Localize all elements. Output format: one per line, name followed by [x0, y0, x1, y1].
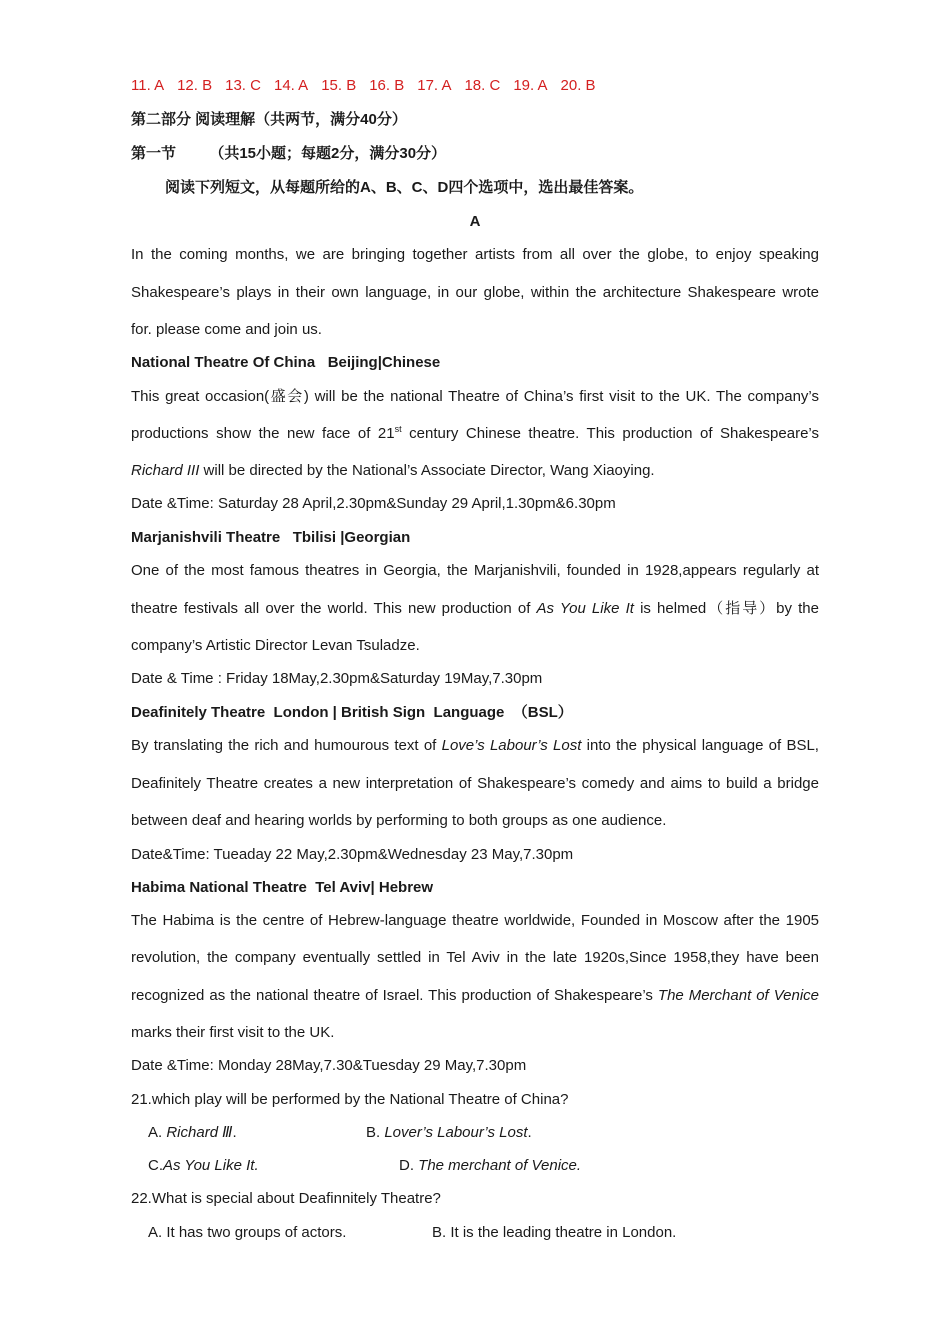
- deaf-line-1: [131, 736, 819, 756]
- china-line-3b: will be directed by the National’s Associate Director, Wang Xiaoying.: [199, 462, 655, 479]
- intro-line-3: for. please come and join us.: [131, 321, 322, 338]
- intro-line-1: In the coming months, we are bringing together artists from all over the globe, to enjoy speaking: [131, 246, 819, 263]
- answer-19: 19. A: [513, 77, 548, 94]
- q22-option-a: A. It has two groups of actors.: [148, 1224, 347, 1241]
- deaf-line-1b: into the physical language of BSL,: [581, 737, 819, 754]
- china-line-1: This great occasion(盛会) will be the national Theatre of China’s first visit to the UK. The company’s: [131, 388, 819, 405]
- habima-line-4: marks their first visit to the UK.: [131, 1024, 335, 1041]
- deaf-date: Date&Time: Tueaday 22 May,2.30pm&Wednesday 23 May,7.30pm: [131, 846, 574, 863]
- georgia-date: Date & Time : Friday 18May,2.30pm&Saturday 19May,7.30pm: [131, 670, 543, 687]
- section-heading: 第一节 （共15小题；每题2分，满分30分）: [131, 145, 447, 162]
- play-title: Richard III: [131, 462, 200, 479]
- china-line-2b: century Chinese theatre. This production of Shakespeare’s: [401, 425, 819, 442]
- option-text: The merchant of Venice.: [418, 1157, 582, 1174]
- play-title: As You Like It: [536, 600, 634, 617]
- china-line-2: [131, 424, 819, 444]
- q21-option-a: [148, 1123, 348, 1143]
- georgia-line-2b: is helmed（指导）by the: [633, 600, 819, 617]
- answer-11: 11. A: [131, 77, 165, 94]
- deaf-line-3: between deaf and hearing worlds by performing to both groups as one audience.: [131, 812, 667, 829]
- answer-16: 16. B: [369, 77, 405, 94]
- part-heading: 第二部分 阅读理解（共两节，满分40分）: [131, 111, 407, 128]
- option-text: Richard Ⅲ: [166, 1124, 233, 1141]
- habima-date: Date &Time: Monday 28May,7.30&Tuesday 29 May,7.30pm: [131, 1057, 527, 1074]
- option-end: .: [232, 1124, 237, 1141]
- option-end: .: [527, 1124, 532, 1141]
- habima-line-2: revolution, the company eventually settled in Tel Aviv in the late 1920s,Since 1958,they have been: [131, 949, 819, 966]
- question-22: 22.What is special about Deafinnitely Theatre?: [131, 1190, 441, 1207]
- theatre-heading-china: National Theatre Of China Beijing|Chinese: [131, 354, 441, 371]
- deaf-line-1a: By translating the rich and humourous text of: [131, 737, 442, 754]
- passage-label: A: [469, 213, 481, 230]
- answer-14: 14. A: [273, 77, 309, 94]
- answer-key: [131, 76, 819, 96]
- option-label: A.: [148, 1124, 167, 1141]
- georgia-line-2: [131, 599, 819, 619]
- china-line-2a: productions show the new face of 21: [131, 425, 395, 442]
- play-title: Love’s Labour’s Lost: [441, 737, 582, 754]
- answer-15: 15. B: [321, 77, 357, 94]
- instruction: 阅读下列短文，从每题所给的A、B、C、D四个选项中，选出最佳答案。: [165, 179, 644, 196]
- georgia-line-2a: theatre festivals all over the world. This new production of: [131, 600, 537, 617]
- china-date: Date &Time: Saturday 28 April,2.30pm&Sunday 29 April,1.30pm&6.30pm: [131, 495, 616, 512]
- china-line-3: [131, 461, 819, 481]
- q21-option-d: [399, 1156, 699, 1176]
- ordinal-suffix: st: [394, 424, 402, 434]
- answer-12: 12. B: [177, 77, 213, 94]
- q22-option-b: B. It is the leading theatre in London.: [432, 1224, 677, 1241]
- question-21: 21.which play will be performed by the National Theatre of China?: [131, 1091, 569, 1108]
- answer-18: 18. C: [464, 77, 501, 94]
- option-label: C.: [148, 1157, 163, 1174]
- option-text: Lover’s Labour’s Lost: [384, 1124, 528, 1141]
- theatre-heading-georgia: Marjanishvili Theatre Tbilisi |Georgian: [131, 529, 411, 546]
- habima-line-1: The Habima is the centre of Hebrew-language theatre worldwide, Founded in Moscow after the 1905: [131, 912, 819, 929]
- answer-13: 13. C: [225, 77, 261, 94]
- play-title: The Merchant of Venice: [657, 987, 819, 1004]
- answer-20: 20. B: [560, 77, 596, 94]
- answer-17: 17. A: [417, 77, 452, 94]
- habima-line-3a: recognized as the national theatre of Israel. This production of Shakespeare’s: [131, 987, 658, 1004]
- georgia-line-3: company’s Artistic Director Levan Tsuladze.: [131, 637, 420, 654]
- habima-line-3: [131, 986, 819, 1006]
- option-label: D.: [399, 1157, 419, 1174]
- intro-line-2: Shakespeare’s plays in their own language, in our globe, within the architecture Shakespeare wrote: [131, 284, 819, 301]
- theatre-heading-habima: Habima National Theatre Tel Aviv| Hebrew: [131, 879, 434, 896]
- theatre-heading-deaf: Deafinitely Theatre London | British Sign Language （BSL）: [131, 704, 573, 721]
- deaf-line-2: Deafinitely Theatre creates a new interpretation of Shakespeare’s comedy and aims to build a bridge: [131, 775, 819, 792]
- option-label: B.: [366, 1124, 385, 1141]
- georgia-line-1: One of the most famous theatres in Georgia, the Marjanishvili, founded in 1928,appears regularly at: [131, 562, 819, 579]
- q21-option-b: [366, 1123, 666, 1143]
- q21-option-c: [148, 1156, 348, 1176]
- option-text: As You Like It.: [163, 1157, 259, 1174]
